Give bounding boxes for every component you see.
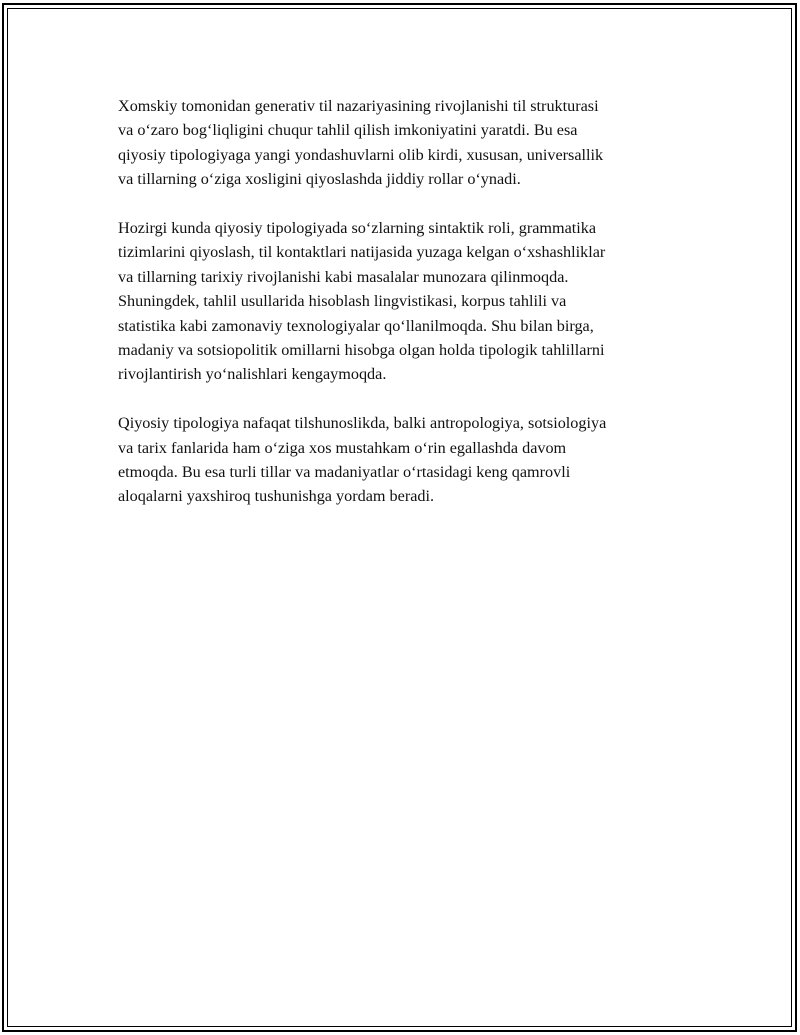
text-line: va tillarning tarixiy rivojlanishi kabi masalalar munozara qilinmoqda.	[118, 267, 569, 286]
text-line: va tillarning o‘ziga xosligini qiyoslashda jiddiy rollar o‘ynadi.	[118, 170, 521, 189]
document-body	[118, 94, 678, 533]
text-line: Shuningdek, tahlil usullarida hisoblash lingvistikasi, korpus tahlili va	[118, 292, 567, 311]
paragraph-3	[118, 411, 678, 509]
text-line: va o‘zaro bog‘liqligini chuqur tahlil qilish imkoniyatini yaratdi. Bu esa	[118, 121, 578, 140]
text-line: va tarix fanlarida ham o‘ziga xos mustahkam o‘rin egallashda davom	[118, 438, 567, 457]
text-line: Hozirgi kunda qiyosiy tipologiyada so‘zlarning sintaktik roli, grammatika	[118, 219, 597, 238]
text-line: etmoqda. Bu esa turli tillar va madaniyatlar o‘rtasidagi keng qamrovli	[118, 463, 571, 482]
text-line: Qiyosiy tipologiya nafaqat tilshunoslikda, balki antropologiya, sotsiologiya	[118, 414, 607, 433]
text-line: rivojlantirish yo‘nalishlari kengaymoqda.	[118, 365, 387, 384]
paragraph-1	[118, 94, 678, 192]
text-line: madaniy va sotsiopolitik omillarni hisobga olgan holda tipologik tahlillarni	[118, 341, 605, 360]
text-line: Xomskiy tomonidan generativ til nazariyasining rivojlanishi til strukturasi	[118, 97, 599, 115]
text-line: statistika kabi zamonaviy texnologiyalar qo‘llanilmoqda. Shu bilan birga,	[118, 316, 594, 335]
text-line: tizimlarini qiyoslash, til kontaktlari natijasida yuzaga kelgan o‘xshashliklar	[118, 243, 606, 262]
text-line: qiyosiy tipologiyaga yangi yondashuvlarni olib kirdi, xususan, universallik	[118, 145, 604, 164]
text-line: aloqalarni yaxshiroq tushunishga yordam beradi.	[118, 487, 435, 506]
paragraph-2	[118, 216, 678, 387]
